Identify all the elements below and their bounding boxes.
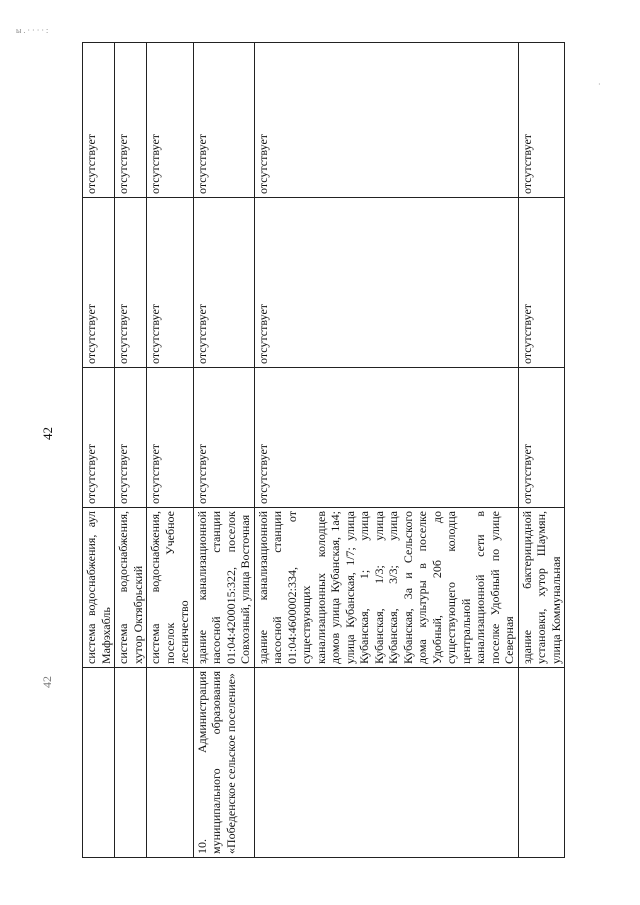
table-cell-organization (147, 668, 194, 858)
table-cell-status: отсутствует (518, 43, 565, 198)
table-cell-status: отсутствует (115, 198, 147, 368)
table-cell-organization: 10. Администрация муниципального образования «Победенское сельское поселение» (193, 668, 254, 858)
table-cell-status: отсутствует (115, 368, 147, 508)
table-row (147, 43, 194, 858)
table-cell-status: отсутствует (83, 198, 115, 368)
scan-mark-right: · (598, 80, 601, 89)
page-number-bleedthrough: 42 (40, 676, 54, 688)
table-row (254, 43, 518, 858)
table-cell-status: отсутствует (147, 198, 194, 368)
table-cell-object: здание бактерицидной установки, хутор Шаумян, улица Коммунальная (518, 508, 565, 668)
table-cell-status: отсутствует (254, 198, 518, 368)
table-cell-object: система водоснабжения, поселок Учебное лесничество (147, 508, 194, 668)
table-cell-status: отсутствует (254, 368, 518, 508)
table-cell-status: отсутствует (254, 43, 518, 198)
page-number: 42 (40, 427, 55, 440)
table-cell-object: система водоснабжения, хутор Октябрьский (115, 508, 147, 668)
table-cell-organization (518, 668, 565, 858)
table-cell-status: отсутствует (518, 368, 565, 508)
table-row (518, 43, 565, 858)
table-cell-organization (115, 668, 147, 858)
table-cell-status: отсутствует (83, 368, 115, 508)
table-cell-status: отсутствует (83, 43, 115, 198)
table-cell-status: отсутствует (147, 368, 194, 508)
scan-mark-top: ы . · · · · : (16, 26, 49, 35)
table-row (83, 43, 115, 858)
table-cell-status: отсутствует (115, 43, 147, 198)
table-row (193, 43, 254, 858)
table-cell-object: здание канализационной насосной станции 01:04:4600002:334, от существующих канализационных колодцев домов улица Кубанская, 1а4; улица Кубанская, 1/7; улица Кубанская, 1; улица Кубанская, 1/3; улица Кубанская, 3/3; улица Кубанская, 3а и Сельского дома культуры в поселке Удобный, 20б до существующего колодца центральной канализационной сети в поселке Удобный по улице Северная (254, 508, 518, 668)
table-cell-status: отсутствует (193, 368, 254, 508)
rotated-table-frame (82, 43, 563, 858)
table-row (115, 43, 147, 858)
facilities-table (82, 42, 565, 858)
table-cell-organization (83, 668, 115, 858)
table-cell-object: здание канализационной насосной станции 01:04:4200015:322, поселок Совхозный, улица Восточная (193, 508, 254, 668)
table-cell-status: отсутствует (518, 198, 565, 368)
table-cell-organization (254, 668, 518, 858)
table-cell-status: отсутствует (147, 43, 194, 198)
table-cell-status: отсутствует (193, 198, 254, 368)
table-cell-object: система водоснабжения, аул Мафэхабль (83, 508, 115, 668)
table-cell-status: отсутствует (193, 43, 254, 198)
